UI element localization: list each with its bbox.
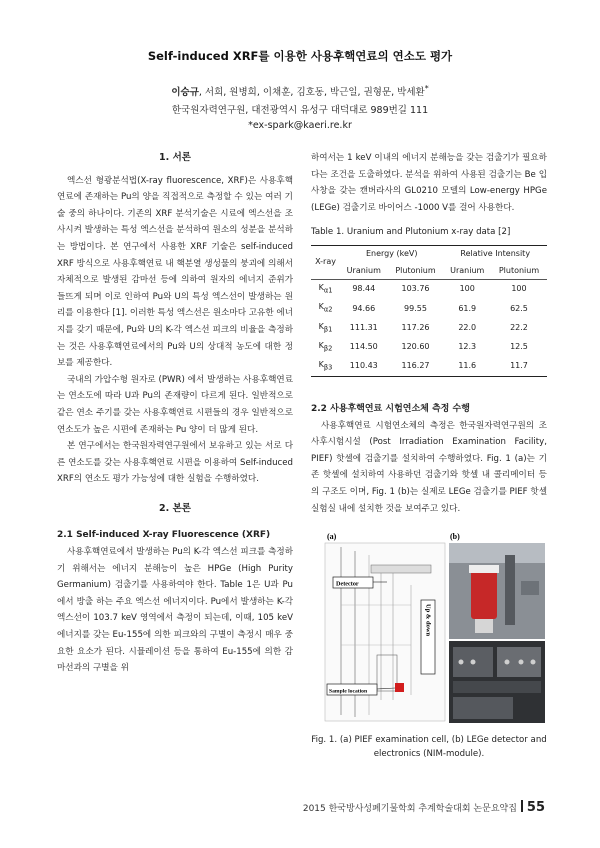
detector-label: Detector [336, 580, 359, 588]
footer-divider [521, 800, 523, 812]
left-column [57, 150, 293, 677]
row-label: $K_{\beta 1}$ [318, 321, 333, 334]
photo-ceiling [449, 543, 545, 563]
table-cell: 111.31 [349, 322, 378, 332]
right-column [311, 150, 547, 761]
table-subheader: Plutonium [388, 263, 444, 280]
author-list [0, 84, 600, 98]
table-cell: 98.44 [352, 284, 376, 294]
row-label: $K_{\beta 3}$ [311, 357, 340, 377]
table-cell: 12.3 [458, 342, 477, 352]
updown-label: Up & down [424, 604, 432, 637]
sample-marker [395, 683, 404, 692]
table-cell: 11.6 [443, 357, 490, 377]
intro-paragraph-2: 국내의 가압수형 원자로 (PWR) 에서 발생하는 사용후핵연료는 연소도에 따라 U과 Pu의 존재량이 다르게 된다. 일반적으로 같은 연소 주기를 갖는 사용후핵연료 시편들의 경우 일반적으로 연소도가 높은 시편에 존재하는 Pu 양이 더 많게 된다. [57, 374, 293, 435]
affiliation: 한국원자력연구원, 대전광역시 유성구 대덕대로 989번길 111 [171, 105, 429, 116]
table-cell: 94.66 [352, 303, 376, 313]
table-cell: 114.50 [349, 342, 378, 352]
section-1-title: 1. 서론 [159, 152, 191, 163]
table-cell: 11.7 [491, 357, 547, 377]
sample-location-label: Sample location [329, 688, 368, 695]
knob [519, 660, 524, 665]
table-row [311, 319, 547, 338]
detector-arm [371, 565, 431, 573]
table-row [311, 357, 547, 377]
knob [505, 660, 510, 665]
conference-name: 2015 한국방사성폐기물학회 추계학술대회 논문요약집 [302, 804, 517, 814]
cable-tray [453, 697, 513, 719]
continued-paragraph: 하여서는 1 keV 이내의 에너지 분해능을 갖는 검출기가 필요하다는 조건을 도출하였다. 분석을 위하여 사용된 검출기는 Be 입사창을 갖는 캔버라사의 GL0210 모델의 Low-energy HPGe (LEGe) 검출기로 바이어스 -1000 V를 걸어 사용한다. [311, 153, 547, 213]
other-authors: , 서희, 원병희, 이채훈, 김호동, 박근일, 권형문, 박세환 [198, 87, 425, 99]
table-caption: Table 1. Uranium and Plutonium x-ray data [2] [311, 227, 511, 238]
section-2-1-title: 2.1 Self-induced X-ray Fluorescence (XRF) [57, 530, 271, 541]
row-label: $K_{\alpha 2}$ [318, 302, 333, 314]
knob [471, 660, 476, 665]
nim-bin [453, 681, 541, 693]
knob [459, 660, 464, 665]
table-cell: 61.9 [458, 303, 477, 313]
section-2-1-paragraph: 사용후핵연료에서 발생하는 Pu의 K-각 엑스선 피크를 측정하기 위해서는 에너지 분해능이 높은 HPGe (High Purity Germanium) 검출기를 사용하여야 한다. Table 1은 U과 Pu에서 방출 하는 주요 엑스선 에너지이다. Pu에서 발생하는 K-각 엑스선이 103.7 keV 영역에서 측정이 되는데, 이때, 105 keV 에너지를 갖는 Eu-155에 의한 피크와의 구별이 측정시 매우 중요한 요소가 된다. 시뮬레이션 등을 통하여 Eu-155에 의한 감마선과의 구별을 위 [57, 547, 293, 674]
table-cell: 22.0 [458, 322, 477, 332]
page-number: 55 [526, 800, 545, 815]
table-cell: 116.27 [388, 357, 444, 377]
row-label: $K_{\beta 2}$ [318, 340, 333, 353]
table-subheader: Plutonium [491, 263, 547, 280]
detector-base [475, 619, 493, 633]
row-label: $K_{\alpha 1}$ [318, 283, 333, 295]
intro-paragraph-1: 엑스선 형광분석법(X-ray fluorescence, XRF)은 사용후핵연료에 존재하는 Pu의 양을 직접적으로 측정할 수 있는 여러 기술 중의 하나이다. 기존의 XRF 분석기술은 시료에 엑스선을 조사시켜 발생하는 특성 엑스선을 분석하여 원소의 성분을 분석하는 방법이다. 본 연구에서 사용한 XRF 기술은 self-induced XRF 방식으로 사용후핵연료 내 핵분열 생성물의 붕괴에 의해서 자체적으로 발생된 감마선 등에 의하여 원자의 에너지 준위가 들뜨게 되며 이로 인하여 Pu와 U의 특성 엑스선이 발생하는 원리를 이용한다 [1]. 이러한 특성 엑스선은 원소마다 고유한 에너지를 갖기 때문에, Pu와 U의 K-각 엑스선 피크의 비율을 측정하는 것은 사용후핵연료에서의 Pu와 U의 상대적 농도에 대한 정보를 제공한다. [57, 175, 293, 369]
photo-device [521, 581, 539, 595]
photo-post [505, 555, 515, 625]
section-2-2-title: 2.2 사용후핵연료 시험연소체 측정 수행 [311, 404, 470, 415]
xray-data-table [311, 245, 547, 377]
table-header-energy: Energy (keV) [340, 245, 443, 262]
figure-1-graphic [311, 525, 547, 725]
figure-1 [311, 525, 547, 725]
table-cell: 117.26 [401, 322, 430, 332]
table-cell: 103.76 [401, 284, 430, 294]
table-cell: 120.60 [401, 342, 430, 352]
table-cell: 100 [459, 284, 475, 294]
section-2-title: 2. 본론 [159, 502, 191, 514]
table-cell: 100 [511, 284, 527, 294]
table-row [311, 299, 547, 318]
table-subheader: Uranium [340, 263, 387, 280]
table-row [311, 280, 547, 300]
first-author: 이승규 [171, 87, 199, 99]
table-row [311, 338, 547, 357]
detector-body [471, 567, 497, 619]
table-cell: 12.5 [510, 342, 528, 352]
knob [531, 660, 536, 665]
figure-caption: Fig. 1. (a) PIEF examination cell, (b) LEGe detector and electronics (NIM-module). [311, 735, 547, 760]
corresponding-mark: * [424, 84, 429, 93]
email: *ex-spark@kaeri.re.kr [248, 120, 352, 131]
table-cell: 22.2 [510, 322, 528, 332]
table-header-intensity: Relative Intensity [443, 245, 547, 262]
table-cell: 62.5 [510, 303, 528, 313]
page-footer [303, 800, 545, 815]
table-cell: 99.55 [404, 303, 427, 313]
table-subheader: Uranium [443, 263, 490, 280]
detector-cap [469, 565, 499, 573]
paper-title: Self-induced XRF를 이용한 사용후핵연료의 연소도 평가 [147, 49, 453, 63]
table-cell: 110.43 [340, 357, 387, 377]
figure-label-a: (a) [327, 532, 337, 542]
figure-label-b: (b) [450, 532, 460, 542]
table-header-xray: X-ray [311, 245, 340, 279]
intro-paragraph-3: 본 연구에서는 한국원자력연구원에서 보유하고 있는 서로 다른 연소도를 갖는 사용후핵연료 시편을 이용하여 Self-induced XRF의 연소도 평가 가능성에 대한 실험을 수행하였다. [57, 441, 293, 485]
section-2-2-paragraph: 사용후핵연료 시험연소체의 측정은 한국원자력연구원의 조사후시험시설 (Post Irradiation Examination Facility, PIEF) 핫셀에 검출기를 설치하여 수행하였다. Fig. 1 (a)는 기존 핫셀에 설치하여 사용하던 검출기와 핫셀 내 콜리메이터 등의 구조도 이며, Fig. 1 (b)는 실제로 LEGe 검출기를 PIEF 핫셀 실험실 내에 설치한 것을 보여주고 있다. [311, 420, 547, 514]
